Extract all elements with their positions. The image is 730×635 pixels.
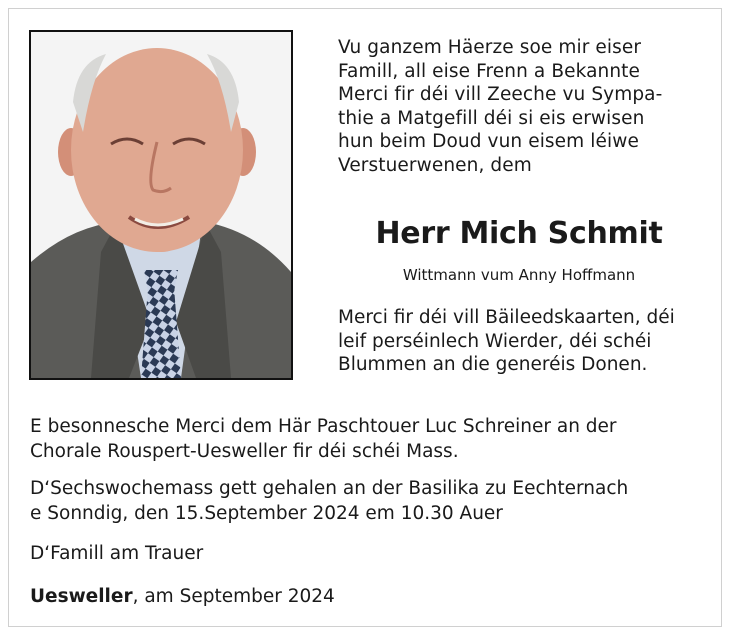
mourning-family: D‘Famill am Trauer [30, 543, 204, 564]
thanks-line: Blummen an die generéis Donen. [338, 354, 648, 375]
special-thanks [30, 414, 720, 464]
special-thanks-line: Chorale Rouspert-Uesweller fir déi schéi Mass. [30, 441, 459, 462]
date-text: , am September 2024 [132, 586, 335, 607]
thanks-line: leif perséinlech Wierder, déi schéi [338, 330, 652, 352]
intro-text [338, 36, 708, 177]
mass-line: D‘Sechswochemass gett gehalen an der Basilika zu Eechternach [30, 478, 629, 499]
intro-line: Vu ganzem Häerze soe mir eiser [338, 37, 642, 58]
thanks-text [338, 306, 708, 377]
intro-line: Merci fir déi vill Zeeche vu Sympa- [338, 84, 663, 105]
special-thanks-line: E besonnesche Merci dem Här Paschtouer Luc Schreiner an der [30, 416, 617, 437]
mass-announcement [30, 476, 720, 526]
mass-line: e Sonndig, den 15.September 2024 em 10.30 Auer [30, 503, 503, 524]
portrait-photo [29, 30, 293, 380]
place-date [30, 584, 720, 609]
place-name: Uesweller [30, 586, 133, 607]
intro-line: Verstuerwenen, dem [338, 154, 532, 176]
thanks-line: Merci fir déi vill Bäileedskaarten, déi [338, 307, 675, 328]
intro-line: thie a Matgefill déi si eis erwisen [338, 107, 645, 129]
spouse-line: Wittmann vum Anny Hoffmann [402, 266, 636, 284]
intro-line: Famill, all eise Frenn a Bekannte [338, 60, 641, 82]
intro-line: hun beim Doud vun eisem léiwe [338, 131, 639, 152]
deceased-name: Herr Mich Schmit [375, 216, 663, 251]
